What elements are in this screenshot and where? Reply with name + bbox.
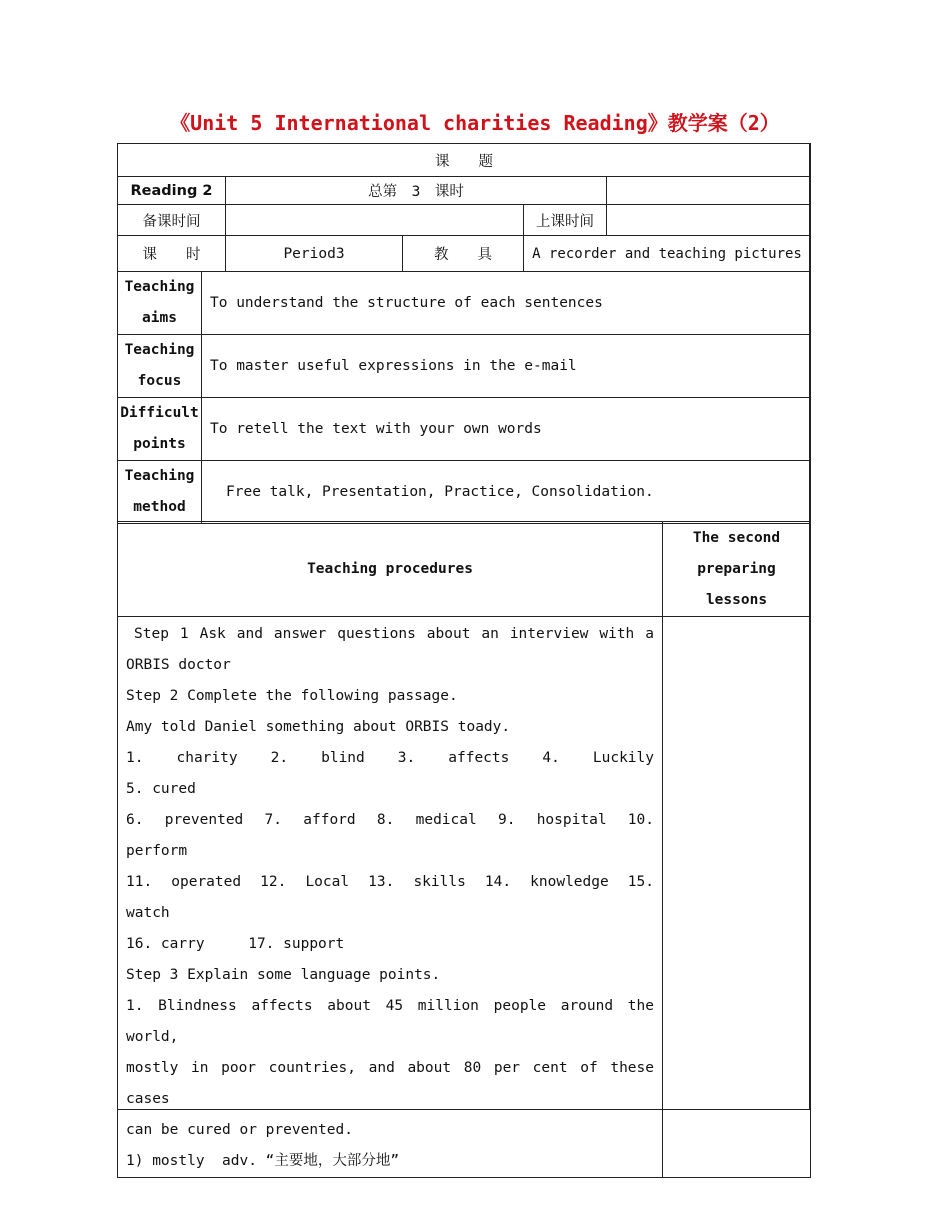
document-title: 《Unit 5 International charities Reading》教学案（2） — [170, 111, 780, 135]
procedures-heading: Teaching procedures — [118, 522, 663, 617]
objective-row — [118, 398, 811, 461]
procedure-line: 5. cured — [126, 781, 196, 797]
objective-row — [118, 461, 811, 524]
period-label: 课 时 — [118, 236, 226, 272]
procedure-line: 1. charity 2. blind 3. affects 4. Luckily — [126, 750, 654, 766]
procedure-line: can be cured or prevented. — [126, 1122, 353, 1138]
aids-label: 教 具 — [403, 236, 524, 272]
lesson-count: 总第 3 课时 — [226, 177, 607, 205]
objective-row — [118, 335, 811, 398]
objective-label: Teaching focus — [118, 335, 202, 398]
procedures-table — [117, 521, 811, 1178]
objective-row — [118, 272, 811, 335]
procedure-line: mostly in poor countries, and about 80 per cent of these cases — [126, 1060, 654, 1107]
prep-time-value — [226, 205, 524, 236]
procedure-line: watch — [126, 905, 170, 921]
second-preparing-notes — [663, 617, 811, 1178]
lesson-count-value — [607, 177, 811, 205]
objective-value: To retell the text with your own words — [202, 398, 811, 461]
procedure-line: 1. Blindness affects about 45 million people around the world, — [126, 998, 654, 1045]
procedure-line: ORBIS doctor — [126, 657, 231, 673]
procedure-steps — [118, 617, 663, 1178]
lesson-header-table — [117, 143, 811, 272]
procedure-line: 1) mostly adv. “主要地，大部分地” — [126, 1153, 400, 1169]
objective-value: To master useful expressions in the e-mail — [202, 335, 811, 398]
objective-value: Free talk, Presentation, Practice, Consolidation. — [202, 461, 811, 524]
prep-time-label: 备课时间 — [118, 205, 226, 236]
aids-value: A recorder and teaching pictures — [524, 236, 811, 272]
procedure-line: 11. operated 12. Local 13. skills 14. knowledge 15. — [126, 874, 654, 890]
procedure-line: 6. prevented 7. afford 8. medical 9. hospital 10. — [126, 812, 654, 828]
objective-label: Teaching method — [118, 461, 202, 524]
procedure-line: Step 3 Explain some language points. — [126, 967, 441, 983]
objective-value: To understand the structure of each sentences — [202, 272, 811, 335]
class-time-label: 上课时间 — [524, 205, 607, 236]
period-value: Period3 — [226, 236, 403, 272]
topic-label: 课 题 — [118, 144, 811, 177]
procedure-line: 16. carry 17. support — [126, 936, 345, 952]
procedure-line: Amy told Daniel something about ORBIS toady. — [126, 719, 511, 735]
lesson-name: Reading 2 — [118, 177, 226, 205]
procedure-line: Step 1 Ask and answer questions about an interview with a — [134, 626, 654, 642]
objective-label: Difficult points — [118, 398, 202, 461]
procedure-line: Step 2 Complete the following passage. — [126, 688, 458, 704]
objective-label: Teaching aims — [118, 272, 202, 335]
objectives-table — [117, 271, 811, 524]
second-preparing-heading: The second preparing lessons — [663, 522, 811, 617]
procedure-line: perform — [126, 843, 188, 859]
class-time-value — [607, 205, 811, 236]
